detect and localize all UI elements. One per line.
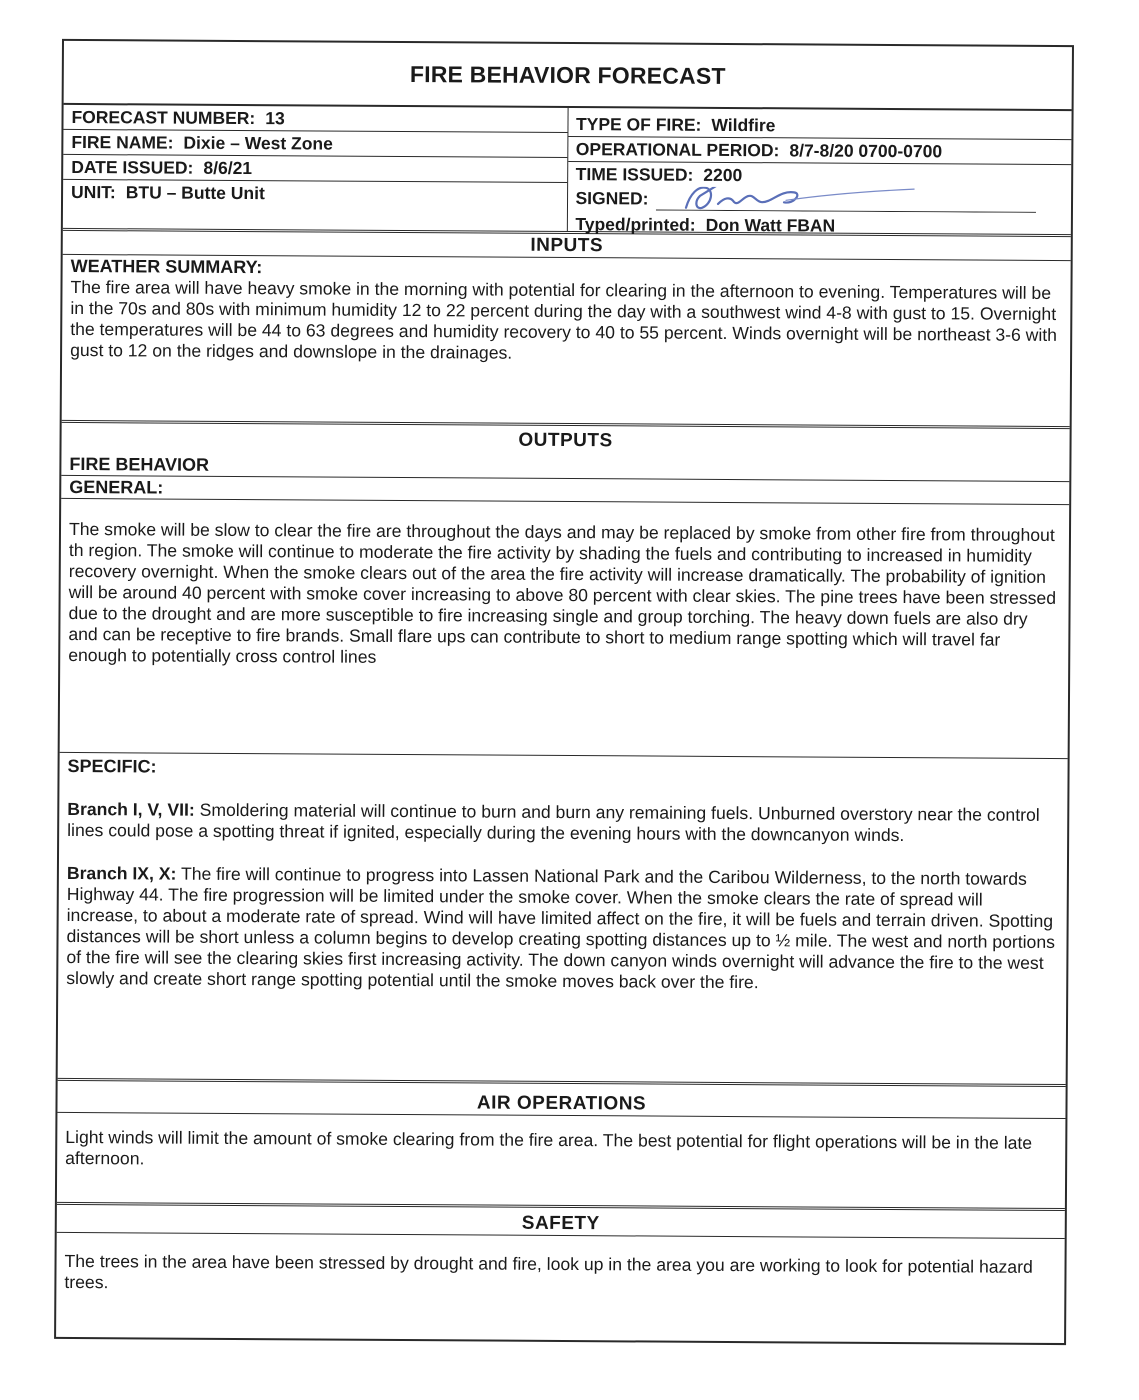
inputs-heading: INPUTS bbox=[63, 231, 1071, 261]
header-left-column bbox=[63, 105, 568, 231]
date-issued-label: DATE ISSUED: bbox=[71, 156, 194, 178]
date-issued-value: 8/6/21 bbox=[203, 157, 253, 179]
safety-section bbox=[56, 1209, 1065, 1345]
date-issued-row bbox=[63, 155, 567, 183]
signed-row bbox=[567, 186, 1071, 213]
typed-name-row bbox=[567, 212, 1071, 239]
air-operations-heading: AIR OPERATIONS bbox=[57, 1089, 1065, 1119]
header-right-column bbox=[567, 108, 1071, 234]
signature-line bbox=[656, 188, 1036, 213]
general-block bbox=[60, 499, 1070, 759]
forecast-header bbox=[63, 105, 1072, 237]
branch-2-paragraph bbox=[58, 863, 1067, 995]
type-of-fire-row bbox=[568, 112, 1072, 140]
fire-behavior-label: FIRE BEHAVIOR bbox=[61, 453, 1069, 482]
air-operations-text: Light winds will limit the amount of smoke clearing from the fire area. The best potential for flight operations will be in the late afternoon. bbox=[65, 1126, 1033, 1169]
inputs-section bbox=[62, 231, 1071, 429]
type-of-fire-value: Wildfire bbox=[711, 114, 776, 136]
typed-name-value: Don Watt FBAN bbox=[705, 214, 836, 236]
safety-heading: SAFETY bbox=[57, 1209, 1065, 1239]
weather-summary-text: The fire area will have heavy smoke in the morning with potential for clearing in the afternoon to evening. Temperatures will be in the 70s and 80s with minimum humidity 12 to 22 percent during the day with a southwest wind 4-8 with gust to 15. Overnight the temperatures will be 44 to 63 degrees and humidity recovery to 40 to 55 percent. Winds overnight will be northeast 3-6 with gust to 12 on the ridges and downslope in the drainages. bbox=[70, 276, 1058, 363]
signature-icon bbox=[676, 186, 916, 213]
branch-1-label: Branch I, V, VII: bbox=[67, 798, 195, 820]
forecast-number-label: FORECAST NUMBER: bbox=[71, 106, 256, 129]
general-text: The smoke will be slow to clear the fire are throughout the days and may be replaced by smoke from other fire from throughout th region. The smoke will continue to moderate the fire activity by shading the fuels and contributing to increased in humidity recovery overnight. When the smoke clears out of the area the fire activity will increase dramatically. The probability of ignition will be around 40 percent with smoke cover increasing to above 80 percent with clear skies. The pine trees have been stressed due to the drought and are more susceptible to fire increasing single and group torching. The heavy down fuels are also dry and can be receptive to fire brands. Small flare ups can contribute to short to medium range spotting which will travel far enough to potentially cross control lines bbox=[68, 518, 1057, 667]
branch-1-paragraph bbox=[59, 799, 1067, 847]
fire-name-value: Dixie – West Zone bbox=[183, 132, 333, 154]
specific-label: SPECIFIC: bbox=[67, 755, 157, 777]
time-issued-value: 2200 bbox=[703, 164, 743, 186]
branch-2-text: The fire will continue to progress into Lassen National Park and the Caribou Wilderness, to the north towards Highway 44. The fire progression will be limited under the smoke cover. When the smoke clears the rate of spread will increase, to about a moderate rate of spread. Wind will have limited affect on the fire, it will be fuels and terrain driven. Spotting distances will be short unless a column begins to develop creating spotting distances up to ½ mile. The west and north portions of the fire will see the clearing skies first increasing activity. The down canyon winds overnight will advance the fire to the west slowly and create short range spotting potential until the smoke moves back over the fire. bbox=[66, 863, 1055, 993]
operational-period-value: 8/7-8/20 0700-0700 bbox=[789, 140, 943, 162]
unit-label: UNIT: bbox=[71, 181, 116, 203]
outputs-heading: OUTPUTS bbox=[518, 429, 613, 452]
branch-2-label: Branch IX, X: bbox=[66, 862, 177, 884]
operational-period-row bbox=[568, 137, 1072, 165]
weather-summary-label: WEATHER SUMMARY: bbox=[70, 255, 263, 278]
signed-label: SIGNED: bbox=[575, 188, 649, 209]
general-label: GENERAL: bbox=[61, 476, 1069, 505]
forecast-form bbox=[54, 39, 1074, 1345]
unit-row bbox=[63, 180, 567, 207]
air-operations-section bbox=[57, 1089, 1066, 1211]
forecast-number-row bbox=[63, 105, 567, 133]
safety-text: The trees in the area have been stressed by drought and fire, look up in the area you are working to look for potential hazard trees. bbox=[64, 1250, 1033, 1293]
time-issued-row bbox=[568, 162, 1072, 189]
branch-1-text: Smoldering material will continue to burn and burn any remaining fuels. Unburned overstory near the control lines could pose a spotting threat if ignited, especially during the evening hours with the downcanyon winds. bbox=[67, 799, 1040, 846]
document-title: FIRE BEHAVIOR FORECAST bbox=[64, 41, 1072, 111]
unit-value: BTU – Butte Unit bbox=[125, 182, 265, 204]
outputs-section bbox=[58, 423, 1070, 1087]
fire-name-row bbox=[63, 130, 567, 158]
time-issued-label: TIME ISSUED: bbox=[575, 164, 694, 185]
operational-period-label: OPERATIONAL PERIOD: bbox=[575, 139, 780, 161]
forecast-number-value: 13 bbox=[265, 108, 285, 129]
fire-name-label: FIRE NAME: bbox=[71, 131, 174, 153]
typed-label: Typed/printed: bbox=[575, 214, 696, 235]
type-of-fire-label: TYPE OF FIRE: bbox=[575, 114, 702, 135]
